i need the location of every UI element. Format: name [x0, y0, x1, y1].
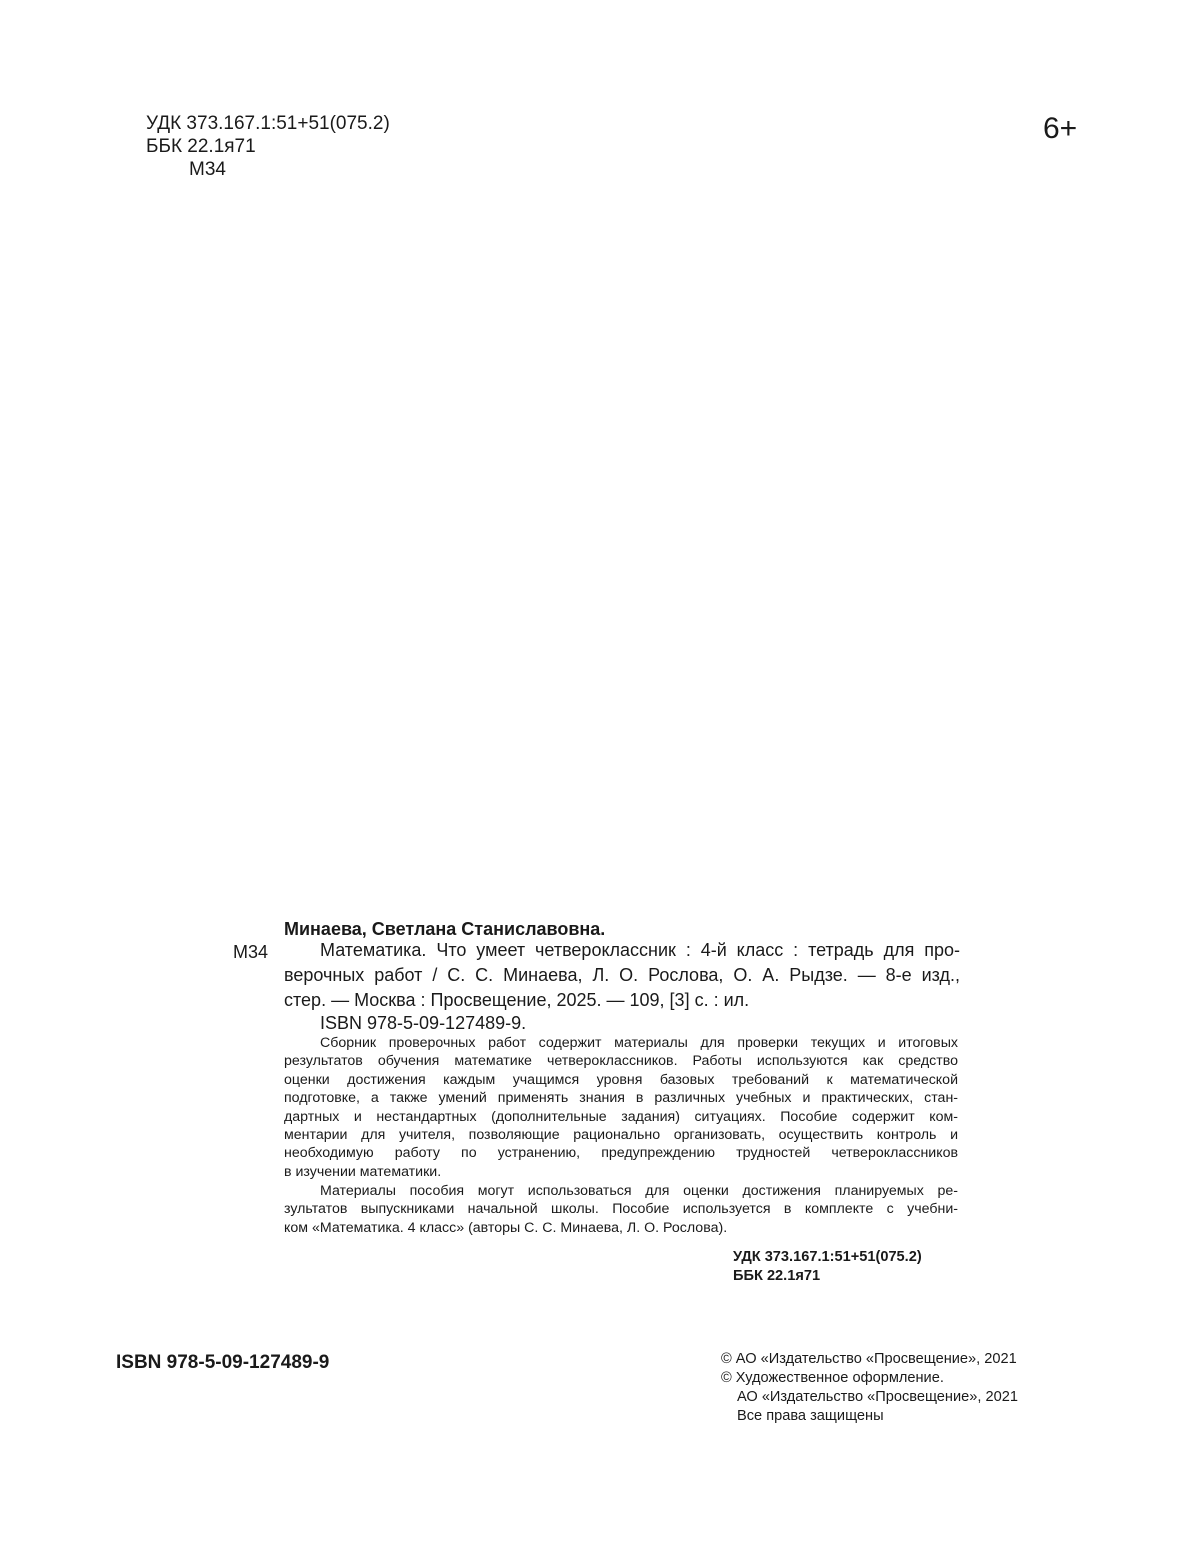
bottom-bbk: ББК 22.1я71 [733, 1268, 821, 1284]
record-isbn: ISBN 978-5-09-127489-9. [320, 1013, 527, 1033]
top-author-mark: М34 [189, 159, 226, 180]
annotation-line: Сборник проверочных работ содержит материалы для проверки текущих и итоговых [320, 1035, 958, 1051]
annotation-line: подготовке, а также умений применять знания в различных учебных и практических, стан- [284, 1090, 958, 1107]
annotation-line: Материалы пособия могут использоваться для оценки достижения планируемых ре- [320, 1183, 958, 1199]
copyright-line: © Художественное оформление. [721, 1370, 944, 1386]
top-udk: УДК 373.167.1:51+51(075.2) [146, 113, 390, 134]
record-description [284, 938, 960, 1013]
annotation-line: ком «Математика. 4 класс» (авторы С. С. Минаева, Л. О. Рослова). [284, 1219, 728, 1236]
annotation-line: дартных и нестандартных (дополнительные задания) ситуациях. Пособие содержит ком- [284, 1108, 958, 1125]
annotation-line: ментарии для учителя, позволяющие рационально организовать, осуществить контроль и [284, 1127, 958, 1144]
copyright-line: © АО «Издательство «Просвещение», 2021 [721, 1351, 1017, 1367]
annotation-line: зультатов выпускниками начальной школы. Пособие используется в комплекте с учебни- [284, 1201, 958, 1218]
record-description-line: Математика. Что умеет четвероклассник : 4-й класс : тетрадь для про- [320, 940, 960, 960]
record-description-line: стер. — Москва : Просвещение, 2025. — 109, [3] с. : ил. [284, 990, 750, 1010]
footer-isbn: ISBN 978-5-09-127489-9 [116, 1352, 330, 1373]
annotation-line: необходимую работу по устранению, предупреждению трудностей четвероклассников [284, 1145, 958, 1162]
top-bbk: ББК 22.1я71 [146, 136, 256, 157]
annotation-line: оценки достижения каждым учащимся уровня базовых требований к математической [284, 1071, 958, 1088]
record-description-line: верочных работ / С. С. Минаева, Л. О. Рослова, О. А. Рыдзе. — 8-е изд., [284, 965, 960, 985]
annotation-paragraph-2 [284, 1182, 958, 1237]
age-rating: 6+ [1043, 112, 1078, 145]
annotation-line: в изучении математики. [284, 1163, 442, 1180]
record-author-mark: М34 [233, 942, 269, 962]
record-author: Минаева, Светлана Станиславовна. [284, 919, 606, 939]
copyright-line: АО «Издательство «Просвещение», 2021 [737, 1389, 1018, 1405]
annotation-line: результатов обучения математике четвероклассников. Работы используются как средство [284, 1053, 958, 1070]
copyright-line: Все права защищены [737, 1408, 884, 1424]
annotation-paragraph-1 [284, 1034, 958, 1181]
bottom-udk: УДК 373.167.1:51+51(075.2) [733, 1249, 922, 1265]
